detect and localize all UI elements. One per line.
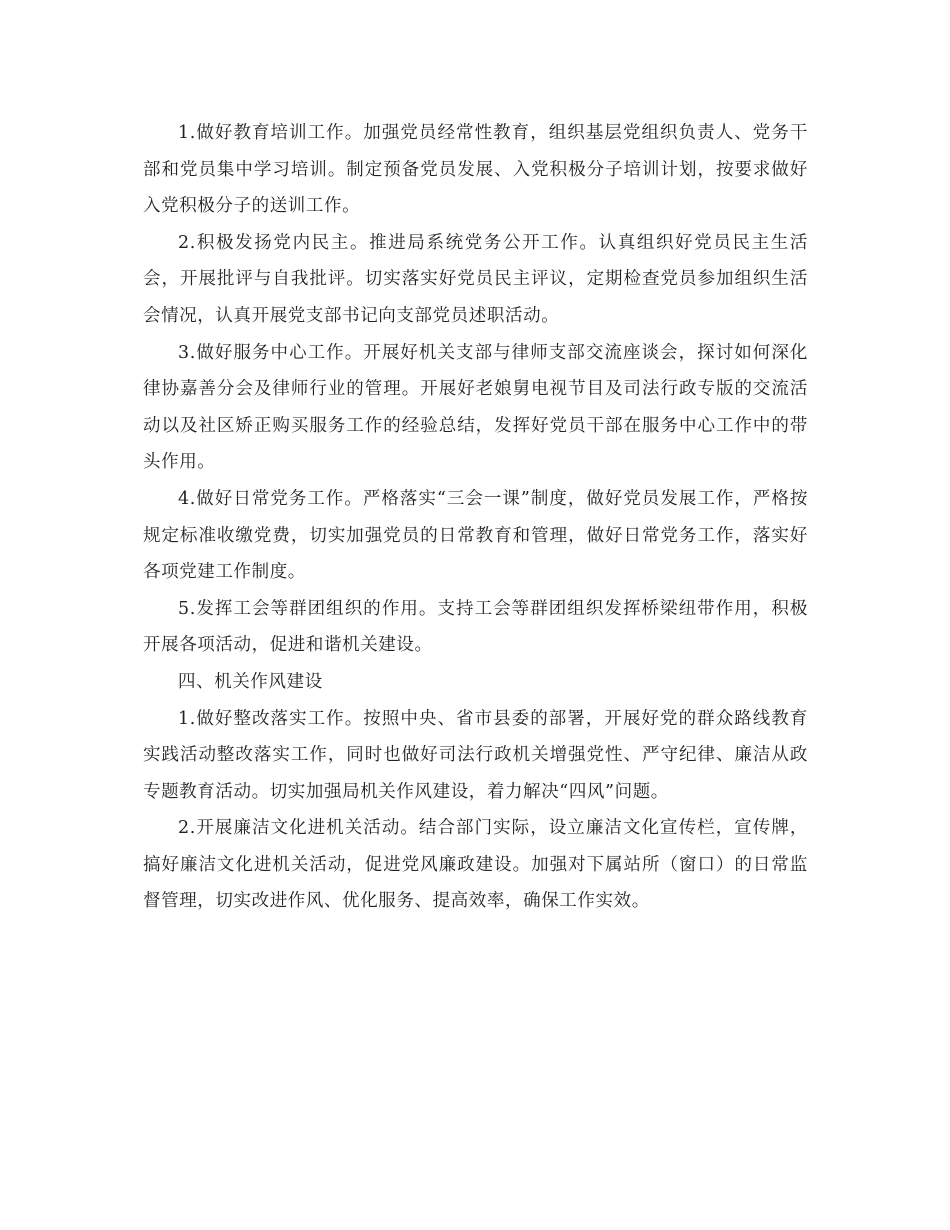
paragraph-education-training: 1.做好教育培训工作。加强党员经常性教育，组织基层党组织负责人、党务干部和党员集中学习培训。制定预备党员发展、入党积极分子培训计划，按要求做好入党积极分子的送训工作。 bbox=[143, 123, 808, 217]
paragraph-daily-party-affairs: 4.做好日常党务工作。严格落实“三会一课”制度，做好党员发展工作，严格按规定标准收缴党费，切实加强党员的日常教育和管理，做好日常党务工作，落实好各项党建工作制度。 bbox=[143, 488, 808, 583]
paragraph-integrity-culture: 2.开展廉洁文化进机关活动。结合部门实际，设立廉洁文化宣传栏，宣传牌，搞好廉洁文化进机关活动，促进党风廉政建设。加强对下属站所（窗口）的日常监督管理，切实改进作风、优化服务、提高效率，确保工作实效。 bbox=[143, 818, 808, 912]
document-body bbox=[143, 115, 808, 920]
paragraph-party-democracy: 2.积极发扬党内民主。推进局系统党务公开工作。认真组织好党员民主生活会，开展批评与自我批评。切实落实好党员民主评议，定期检查党员参加组织生活会情况，认真开展党支部书记向支部党员述职活动。 bbox=[143, 232, 808, 326]
section-heading-work-style: 四、机关作风建设 bbox=[178, 671, 323, 692]
paragraph-service-center: 3.做好服务中心工作。开展好机关支部与律师支部交流座谈会，探讨如何深化律协嘉善分会及律师行业的管理。开展好老娘舅电视节目及司法行政专版的交流活动以及社区矫正购买服务工作的经验总结，发挥好党员干部在服务中心工作中的带头作用。 bbox=[143, 342, 808, 473]
paragraph-rectification: 1.做好整改落实工作。按照中央、省市县委的部署，开展好党的群众路线教育实践活动整改落实工作，同时也做好司法行政机关增强党性、严守纪律、廉洁从政专题教育活动。切实加强局机关作风建设，着力解决“四风”问题。 bbox=[143, 708, 808, 802]
paragraph-union-organizations: 5.发挥工会等群团组织的作用。支持工会等群团组织发挥桥梁纽带作用，积极开展各项活动，促进和谐机关建设。 bbox=[143, 598, 808, 656]
